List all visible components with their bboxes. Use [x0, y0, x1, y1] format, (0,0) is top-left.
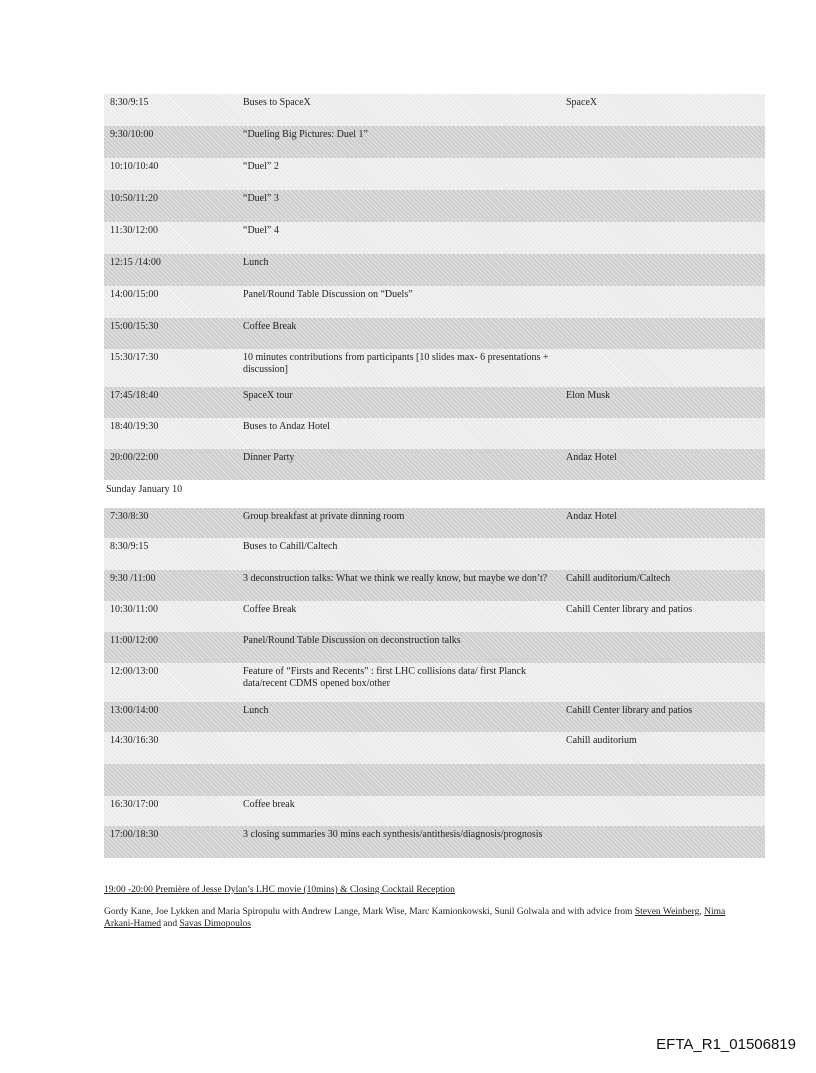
event-cell: Panel/Round Table Discussion on “Duels”: [243, 289, 413, 300]
event-cell: Lunch: [243, 257, 269, 268]
event-cell: 3 closing summaries 30 mins each synthesis/antithesis/diagnosis/prognosis: [243, 829, 543, 840]
table-row: [104, 570, 765, 601]
time-cell: 7:30/8:30: [110, 511, 149, 522]
time-cell: 12:15 /14:00: [110, 257, 161, 268]
event-cell: Group breakfast at private dinning room: [243, 511, 405, 522]
location-cell: Cahill auditorium: [566, 735, 637, 746]
location-cell: Cahill Center library and patios: [566, 604, 693, 615]
time-cell: 17:00/18:30: [110, 829, 159, 840]
table-row: [104, 190, 765, 222]
event-cell: Coffee break: [243, 799, 295, 810]
table-row: [104, 663, 765, 702]
time-cell: 15:00/15:30: [110, 321, 159, 332]
table-row: [104, 732, 765, 764]
time-cell: 8:30/9:15: [110, 97, 149, 108]
location-cell: Elon Musk: [566, 390, 611, 401]
table-row: [104, 387, 765, 418]
table-row: [104, 94, 765, 126]
credits-separator: and: [160, 919, 180, 929]
event-cell: Lunch: [243, 705, 269, 716]
event-cell: Coffee Break: [243, 321, 297, 332]
time-cell: 11:30/12:00: [110, 225, 158, 236]
time-cell: 11:00/12:00: [110, 635, 158, 646]
time-cell: 8:30/9:15: [110, 541, 149, 552]
event-cell: Buses to SpaceX: [243, 97, 311, 108]
table-row: [104, 764, 765, 796]
event-cell: Buses to Andaz Hotel: [243, 421, 330, 432]
advisor-link[interactable]: Savas Dimopoulos: [179, 919, 251, 929]
event-cell: SpaceX tour: [243, 390, 293, 401]
table-row: [104, 601, 765, 632]
document-id: EFTA_R1_01506819: [656, 1036, 796, 1053]
advisor-link[interactable]: Nima Arkani-Hamed: [104, 907, 726, 929]
table-row: [104, 254, 765, 286]
event-cell: “Duel” 4: [243, 225, 279, 236]
time-cell: 18:40/19:30: [110, 421, 159, 432]
time-cell: 9:30/10:00: [110, 129, 154, 140]
time-cell: 14:00/15:00: [110, 289, 159, 300]
event-cell: 3 deconstruction talks: What we think we really know, but maybe we don’t?: [243, 573, 548, 584]
table-row: [104, 158, 765, 190]
location-cell: Andaz Hotel: [566, 452, 617, 463]
time-cell: 16:30/17:00: [110, 799, 159, 810]
time-cell: 9:30 /11:00: [110, 573, 156, 584]
event-cell: Feature of “Firsts and Recents” : first LHC collisions data/ first Planck data/recent CDMS opened box/other: [243, 666, 526, 689]
table-row: [104, 286, 765, 318]
table-row: [104, 318, 765, 349]
table-row: [104, 126, 765, 158]
location-cell: Andaz Hotel: [566, 511, 617, 522]
event-cell: “Duel” 2: [243, 161, 279, 172]
schedule-table-2: [104, 508, 765, 858]
table-row: [104, 632, 765, 663]
event-cell: “Duel” 3: [243, 193, 279, 204]
table-row: [104, 222, 765, 254]
time-cell: 13:00/14:00: [110, 705, 159, 716]
table-row: [104, 349, 765, 387]
time-cell: 12:00/13:00: [110, 666, 159, 677]
time-cell: 17:45/18:40: [110, 390, 159, 401]
organizer-credits: [104, 906, 744, 930]
reception-link[interactable]: 19:00 -20:00 Première of Jesse Dylan’s LHC movie (10mins) & Closing Cocktail Reception: [104, 885, 455, 895]
table-row: [104, 418, 765, 449]
time-cell: 15:30/17:30: [110, 352, 159, 363]
day-heading: Sunday January 10: [106, 484, 183, 495]
credits-separator: ,: [699, 907, 705, 917]
time-cell: 10:50/11:20: [110, 193, 158, 204]
time-cell: 10:30/11:00: [110, 604, 158, 615]
advisor-link[interactable]: Steven Weinberg: [634, 907, 700, 917]
time-cell: 20:00/22:00: [110, 452, 159, 463]
location-cell: Cahill Center library and patios: [566, 705, 693, 716]
event-cell: Panel/Round Table Discussion on deconstruction talks: [243, 635, 461, 646]
schedule-table-1: [104, 94, 765, 480]
time-cell: 14:30/16:30: [110, 735, 159, 746]
event-cell: Dinner Party: [243, 452, 295, 463]
table-row: [104, 449, 765, 480]
location-cell: SpaceX: [566, 97, 598, 108]
credits-intro: Gordy Kane, Joe Lykken and Maria Spiropulu with Andrew Lange, Mark Wise, Marc Kamionkowski, Sunil Golwala and with advice from: [104, 907, 635, 917]
event-cell: 10 minutes contributions from participants [10 slides max- 6 presentations + discussion]: [243, 352, 549, 375]
table-row: [104, 702, 765, 732]
event-cell: Buses to Cahill/Caltech: [243, 541, 338, 552]
event-cell: “Dueling Big Pictures: Duel 1”: [243, 129, 368, 140]
table-row: [104, 796, 765, 826]
event-cell: Coffee Break: [243, 604, 297, 615]
table-row: [104, 538, 765, 570]
table-row: [104, 508, 765, 538]
location-cell: Cahill auditorium/Caltech: [566, 573, 671, 584]
time-cell: 10:10/10:40: [110, 161, 159, 172]
table-row: [104, 826, 765, 858]
